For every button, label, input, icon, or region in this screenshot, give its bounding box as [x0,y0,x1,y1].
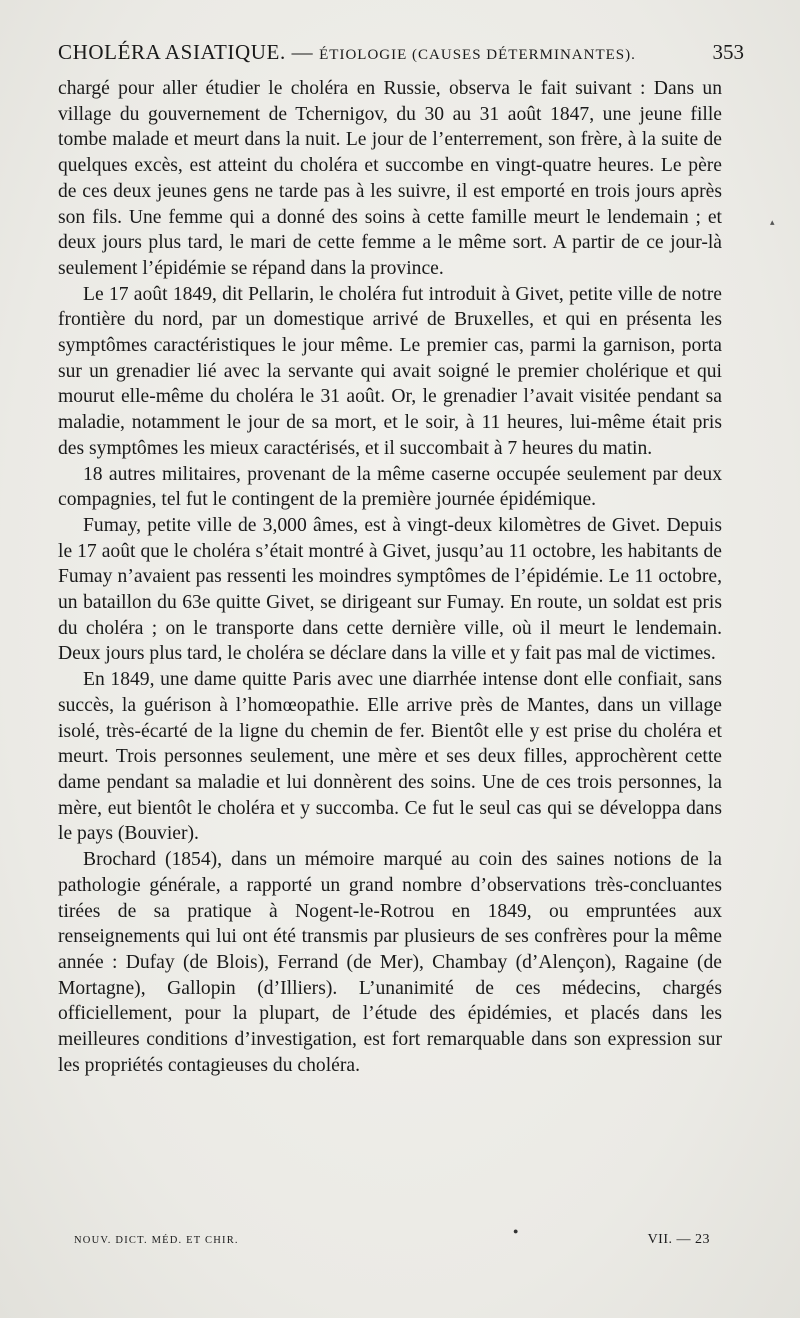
paragraph-pellarin: Le 17 août 1849, dit Pellarin, le choléra fut introduit à Givet, petite ville de notre frontière du nord, par un domestique arrivé de Bruxelles, et qui en présenta les symptômes caractéristiques le jour même. Le premier cas, parmi la garnison, porta sur un grenadier lié avec la servante qui avait soigné le premier cholérique et qui mourut elle-même du choléra le 31 août. Or, le grenadier l’avait visitée pendant sa maladie, notamment le jour de sa mort, et le soir, à 11 heures, lui-même était pris des symptômes les mieux caractérisés, et il succombait à 7 heures du matin. [58,283,722,459]
body-text [58,76,722,1078]
margin-speck: ▴ [770,217,775,227]
paragraph-continued: chargé pour aller étudier le choléra en Russie, observa le fait suivant : Dans un village du gouvernement de Tchernigov, du 30 au 31 août 1847, une jeune fille tombe malade et meurt dans la nuit. Le jour de l’enterrement, son frère, à la suite de quelques excès, est atteint du choléra et succombe en vingt-quatre heures. Le père de ces deux jeunes gens ne tarde pas à les suivre, il est emporté en trois jours après son fils. Une femme qui a donné des soins à cette famille meurt le lendemain ; et deux jours plus tard, le mari de cette femme a le même sort. A partir de ce jour-là seulement l’épidémie se répand dans la province. [58,78,722,279]
page-number: 353 [712,40,744,64]
paragraph-mantes: En 1849, une dame quitte Paris avec une diarrhée intense dont elle confiait, sans succès, la guérison à l’homœopathie. Elle arrive près de Mantes, dans un village isolé, très-écarté de la ligne du chemin de fer. Bientôt elle y est prise du choléra et meurt. Trois personnes seulement, une mère et ses deux filles, approchèrent cette dame pendant sa maladie et lui donnèrent des soins. Une de ces trois personnes, la mère, eut bientôt le choléra et y succomba. Ce fut le seul cas qui se développa dans le pays (Bouvier). [58,669,722,845]
paragraph-militaires: 18 autres militaires, provenant de la même caserne occupée seulement par deux compagnies, tel fut le contingent de la première journée épidémique. [58,463,722,511]
paragraph-fumay: Fumay, petite ville de 3,000 âmes, est à vingt-deux kilomètres de Givet. Depuis le 17 août que le choléra s’était montré à Givet, jusqu’au 11 octobre, les habitants de Fumay n’avaient pas ressenti les moindres symptômes de l’épidémie. Le 11 octobre, un bataillon du 63e quitte Givet, se dirigeant sur Fumay. En route, un soldat est pris du choléra ; on le transporte dans cette dernière ville, où il meurt le lendemain. Deux jours plus tard, le choléra se déclare dans la ville et y fait pas mal de victimes. [58,514,722,665]
footer-volume: VII. — 23 [647,1232,710,1247]
footer-signature: NOUV. DICT. MÉD. ET CHIR. [74,1235,239,1246]
running-title [58,40,636,65]
paragraph-brochard: Brochard (1854), dans un mémoire marqué au coin des saines notions de la pathologie générale, a rapporté un grand nombre d’observations très-concluantes tirées de sa pratique à Nogent-le-Rotrou en 1849, ou empruntées aux renseignements qui lui ont été transmis par plusieurs de ses confrères pour la même année : Dufay (de Blois), Ferrand (de Mer), Chambay (d’Alençon), Ragaine (de Mortagne), Gallopin (d’Illiers). L’unanimité de ces médecins, chargés officiellement, pour la plupart, de l’étude des épidémies, et placés dans les meilleures conditions d’investigation, est fort remarquable dans son expression sur les propriétés contagieuses du choléra. [58,849,722,1076]
page-footer [74,1232,710,1248]
running-head [58,40,744,74]
running-title-subtitle: ÉTIOLOGIE (CAUSES DÉTERMINANTES). [319,47,636,63]
running-title-dash: — [291,40,314,64]
running-title-main: CHOLÉRA ASIATIQUE. [58,40,286,64]
signature-mark: ● [513,1226,519,1236]
